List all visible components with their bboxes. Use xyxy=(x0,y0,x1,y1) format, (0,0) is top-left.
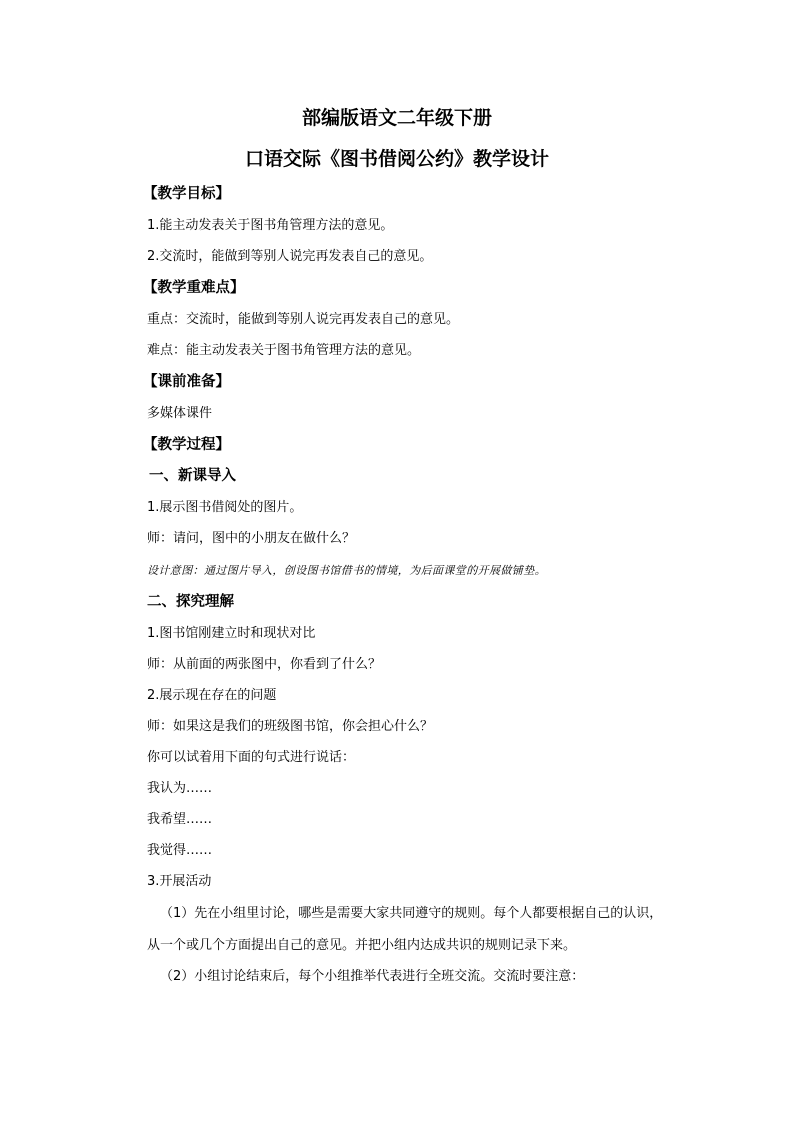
part2-step3: 3.开展活动 xyxy=(147,874,212,889)
activity-1-line2: 从一个或几个方面提出自己的意见。并把小组内达成共识的规则记录下来。 xyxy=(147,938,577,953)
document-subtitle: 口语交际《图书借阅公约》教学设计 xyxy=(244,148,549,170)
part2-heading: 二、探究理解 xyxy=(147,593,234,610)
part1-teacher: 师：请问，图中的小朋友在做什么？ xyxy=(147,531,356,546)
sentence-pattern-1: 我认为…… xyxy=(147,781,213,796)
part2-teacher1: 师：从前面的两张图中，你看到了什么？ xyxy=(147,657,382,672)
objective-2: 2.交流时，能做到等别人说完再发表自己的意见。 xyxy=(147,249,433,264)
part1-heading: 一、新课导入 xyxy=(149,467,236,484)
key-point: 重点：交流时，能做到等别人说完再发表自己的意见。 xyxy=(147,312,460,327)
part2-step2: 2.展示现在存在的问题 xyxy=(147,688,277,703)
sentence-pattern-3: 我觉得…… xyxy=(147,843,213,858)
sentence-pattern-2: 我希望…… xyxy=(147,812,213,827)
difficult-point: 难点：能主动发表关于图书角管理方法的意见。 xyxy=(147,343,421,358)
process-heading: 【教学过程】 xyxy=(143,436,230,453)
document-title: 部编版语文二年级下册 xyxy=(301,107,492,129)
part1-step1: 1.展示图书借阅处的图片。 xyxy=(147,500,303,515)
part1-design-note: 设计意图：通过图片导入，创设图书馆借书的情境，为后面课堂的开展做铺垫。 xyxy=(147,564,546,577)
part2-teacher2: 师：如果这是我们的班级图书馆，你会担心什么？ xyxy=(147,719,434,734)
key-points-heading: 【教学重难点】 xyxy=(143,279,245,296)
activity-2: （2）小组讨论结束后，每个小组推举代表进行全班交流。交流时要注意： xyxy=(160,969,585,984)
objectives-heading: 【教学目标】 xyxy=(143,185,230,202)
part2-step1: 1.图书馆刚建立时和现状对比 xyxy=(147,626,316,641)
objective-1: 1.能主动发表关于图书角管理方法的意见。 xyxy=(147,218,394,233)
preparation-heading: 【课前准备】 xyxy=(143,373,230,390)
part2-prompt: 你可以试着用下面的句式进行说话： xyxy=(147,750,356,765)
preparation-text: 多媒体课件 xyxy=(147,406,213,421)
activity-1-line1: （1）先在小组里讨论，哪些是需要大家共同遵守的规则。每个人都要根据自己的认识， xyxy=(160,906,663,921)
